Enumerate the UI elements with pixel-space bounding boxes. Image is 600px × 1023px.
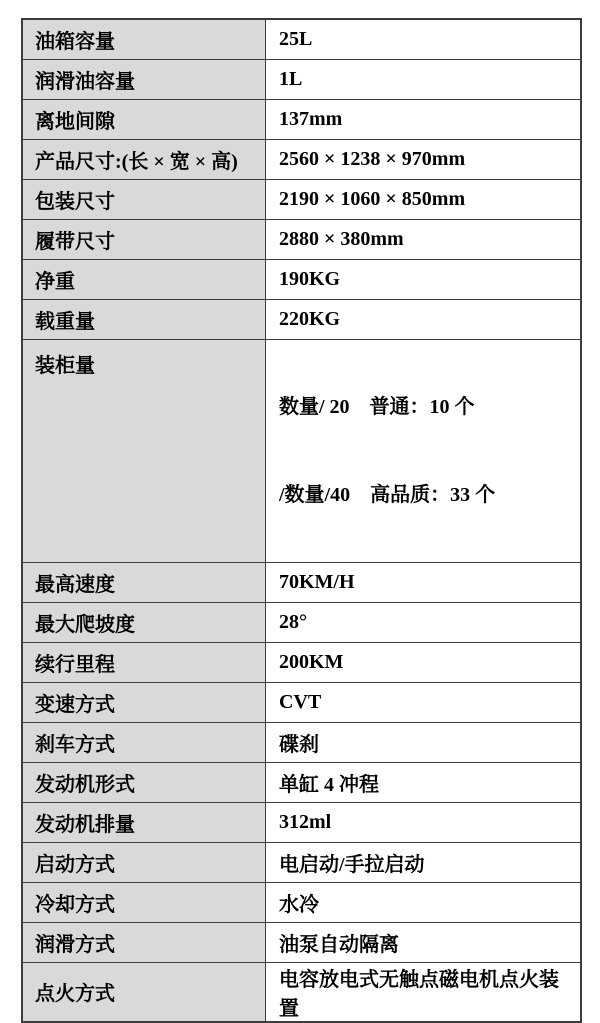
- spec-label: 油箱容量: [22, 19, 266, 59]
- spec-value: 25L: [266, 19, 582, 59]
- spec-value: 水冷: [266, 882, 582, 922]
- spec-value: 190KG: [266, 259, 582, 299]
- spec-value-line-2: /数量/40 高品质：33 个: [279, 483, 496, 506]
- spec-value: [266, 339, 582, 562]
- spec-value: 2880 × 380mm: [266, 219, 582, 259]
- spec-value: 2190 × 1060 × 850mm: [266, 179, 582, 219]
- spec-value: 200KM: [266, 642, 582, 682]
- spec-label: 最大爬坡度: [22, 602, 266, 642]
- spec-label: 续行里程: [22, 642, 266, 682]
- spec-label: 包装尺寸: [22, 179, 266, 219]
- spec-row-container-load: [22, 339, 581, 562]
- spec-label: 离地间隙: [22, 99, 266, 139]
- spec-row-range: [22, 642, 581, 682]
- spec-row-ground-clearance: [22, 99, 581, 139]
- spec-table: [21, 18, 582, 1023]
- spec-row-load-capacity: [22, 299, 581, 339]
- spec-row-engine-displacement: [22, 802, 581, 842]
- spec-row-ignition-mode: [22, 962, 581, 1022]
- spec-value-line-1: 数量/ 20 普通：10 个: [279, 395, 475, 418]
- spec-table-body: [22, 19, 581, 1022]
- spec-label: 变速方式: [22, 682, 266, 722]
- spec-value: 2560 × 1238 × 970mm: [266, 139, 582, 179]
- spec-label: 载重量: [22, 299, 266, 339]
- spec-label: 发动机形式: [22, 762, 266, 802]
- spec-value: 312ml: [266, 802, 582, 842]
- spec-label: 刹车方式: [22, 722, 266, 762]
- spec-row-net-weight: [22, 259, 581, 299]
- spec-row-transmission: [22, 682, 581, 722]
- spec-row-start-mode: [22, 842, 581, 882]
- spec-label: 点火方式: [22, 962, 266, 1022]
- spec-row-max-speed: [22, 562, 581, 602]
- spec-row-package-size: [22, 179, 581, 219]
- spec-value: 电容放电式无触点磁电机点火装置: [266, 962, 582, 1022]
- spec-label: 冷却方式: [22, 882, 266, 922]
- spec-row-product-size: [22, 139, 581, 179]
- spec-value: 137mm: [266, 99, 582, 139]
- spec-value: 1L: [266, 59, 582, 99]
- spec-label: 产品尺寸:(长 × 宽 × 高): [22, 139, 266, 179]
- spec-row-lubrication-mode: [22, 922, 581, 962]
- spec-row-cooling-mode: [22, 882, 581, 922]
- spec-value: 220KG: [266, 299, 582, 339]
- spec-label: 发动机排量: [22, 802, 266, 842]
- spec-row-brake-type: [22, 722, 581, 762]
- spec-row-engine-type: [22, 762, 581, 802]
- spec-value: 碟刹: [266, 722, 582, 762]
- spec-label: 净重: [22, 259, 266, 299]
- spec-value: 70KM/H: [266, 562, 582, 602]
- spec-row-track-size: [22, 219, 581, 259]
- spec-value: 电启动/手拉启动: [266, 842, 582, 882]
- spec-label: 履带尺寸: [22, 219, 266, 259]
- spec-label: 润滑方式: [22, 922, 266, 962]
- spec-row-max-gradeability: [22, 602, 581, 642]
- spec-row-fuel-capacity: [22, 19, 581, 59]
- spec-row-lubricant-capacity: [22, 59, 581, 99]
- spec-value: 油泵自动隔离: [266, 922, 582, 962]
- spec-label: 启动方式: [22, 842, 266, 882]
- spec-value: CVT: [266, 682, 582, 722]
- spec-label: 装柜量: [22, 339, 266, 562]
- spec-value: 单缸 4 冲程: [266, 762, 582, 802]
- spec-value: 28°: [266, 602, 582, 642]
- spec-label: 最高速度: [22, 562, 266, 602]
- spec-label: 润滑油容量: [22, 59, 266, 99]
